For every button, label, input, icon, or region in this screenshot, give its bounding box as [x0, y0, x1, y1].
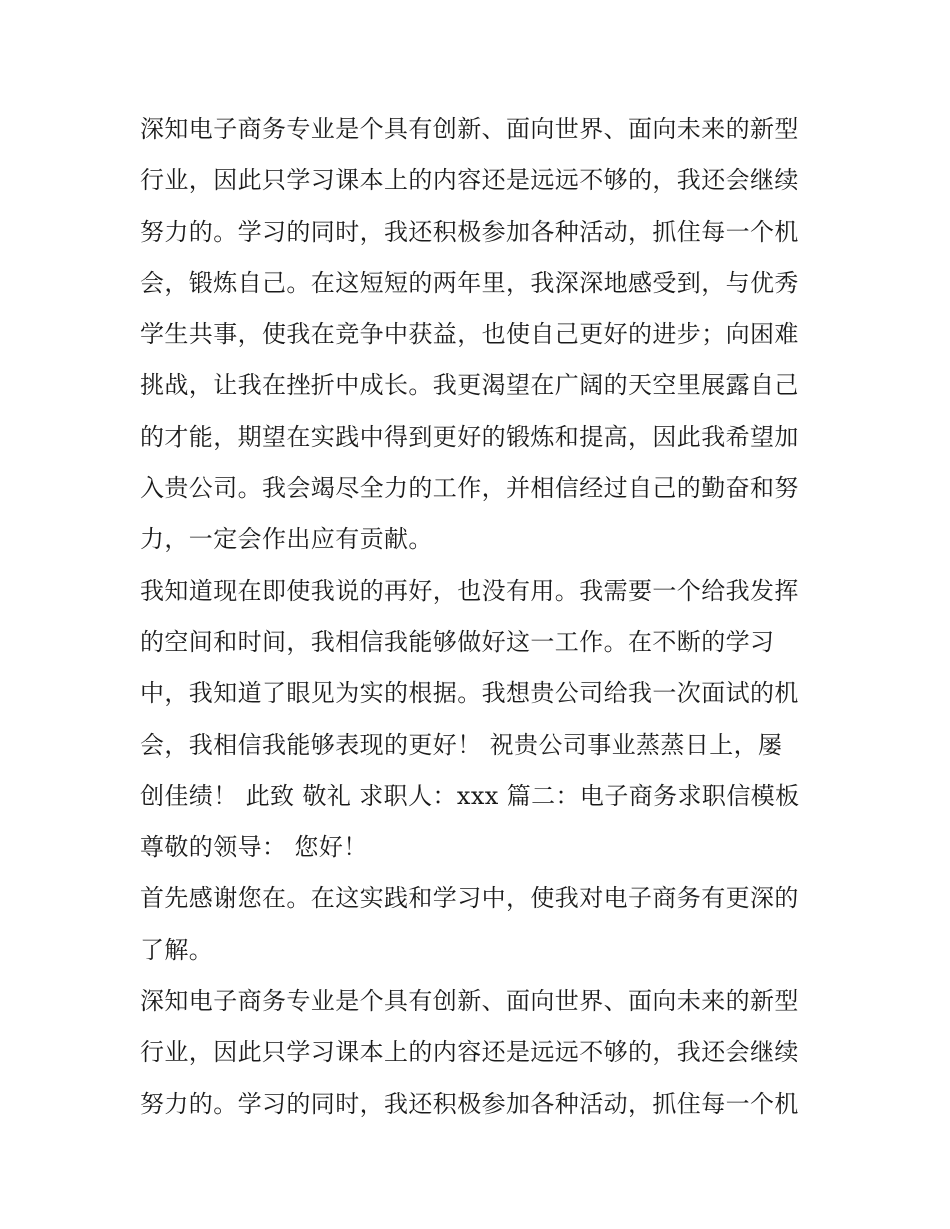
text-line: 努力的。学习的同时，我还积极参加各种活动，抓住每一个机: [140, 217, 799, 246]
text-line: 的才能，期望在实践中得到更好的锻炼和提高，因此我希望加: [140, 422, 799, 451]
text-line: 学生共事，使我在竞争中获益，也使自己更好的进步；向困难: [140, 320, 799, 349]
paragraph-3: [140, 873, 820, 976]
text-line: 深知电子商务专业是个具有创新、面向世界、面向未来的新型: [140, 987, 799, 1016]
text-line: 努力的。学习的同时，我还积极参加各种活动，抓住每一个机: [140, 1089, 799, 1118]
text-line: 力，一定会作出应有贡献。: [140, 525, 433, 554]
text-line: 行业，因此只学习课本上的内容还是远远不够的，我还会继续: [140, 1038, 799, 1067]
document-body: [140, 104, 820, 1130]
text-line: 的空间和时间，我相信我能够做好这一工作。在不断的学习: [140, 627, 775, 656]
text-line: 尊敬的领导： 您好！: [140, 833, 368, 862]
text-line: 会，我相信我能够表现的更好！ 祝贵公司事业蒸蒸日上，屡: [140, 730, 783, 759]
text-line: 会，锻炼自己。在这短短的两年里，我深深地感受到，与优秀: [140, 268, 799, 297]
text-line: 挑战，让我在挫折中成长。我更渴望在广阔的天空里展露自己: [140, 371, 799, 400]
text-line: 深知电子商务专业是个具有创新、面向世界、面向未来的新型: [140, 115, 799, 143]
text-line: 中，我知道了眼见为实的根据。我想贵公司给我一次面试的机: [140, 679, 799, 708]
paragraph-2: [140, 566, 820, 874]
paragraph-1: [140, 104, 820, 566]
paragraph-4: [140, 976, 820, 1130]
text-line: 首先感谢您在。在这实践和学习中，使我对电子商务有更深的: [140, 884, 799, 913]
text-line: 创佳绩！ 此致 敬礼 求职人：xxx 篇二：电子商务求职信模板: [140, 781, 800, 810]
text-line: 入贵公司。我会竭尽全力的工作，并相信经过自己的勤奋和努: [140, 474, 799, 503]
text-line: 了解。: [140, 935, 214, 964]
text-line: 我知道现在即使我说的再好，也没有用。我需要一个给我发挥: [140, 576, 799, 605]
text-line: 行业，因此只学习课本上的内容还是远远不够的，我还会继续: [140, 166, 799, 195]
